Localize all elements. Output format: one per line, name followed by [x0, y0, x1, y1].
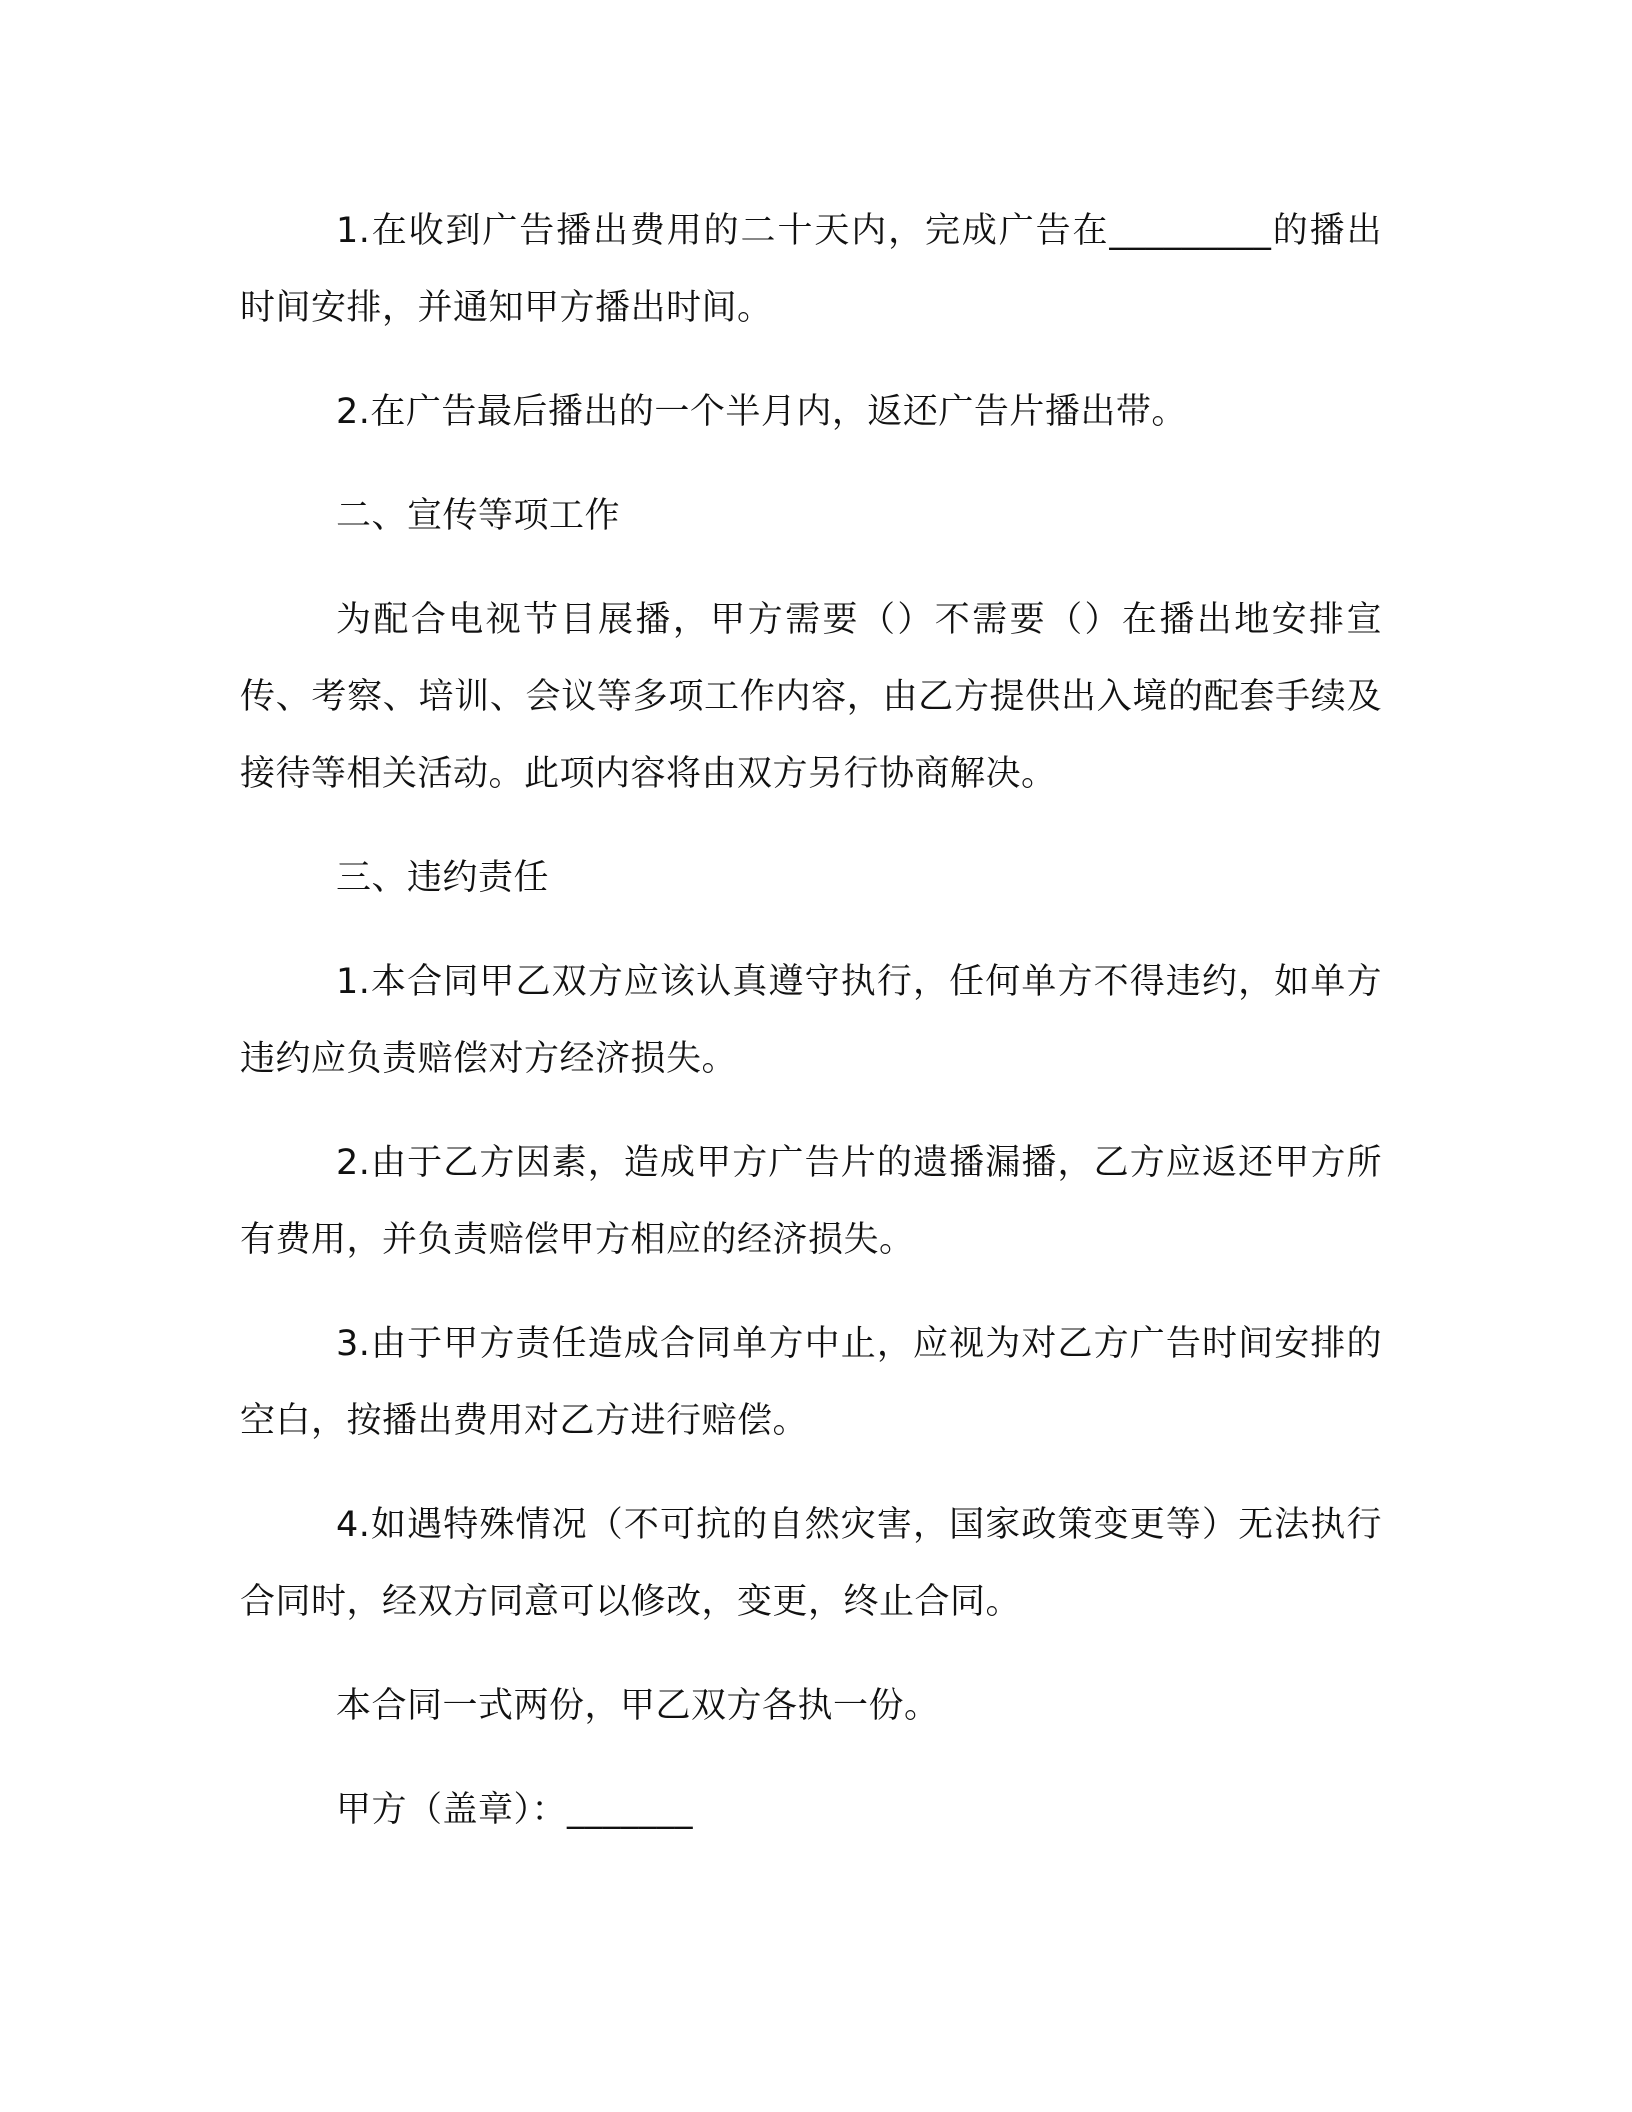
paragraph-liability-4: 4.如遇特殊情况（不可抗的自然灾害，国家政策变更等）无法执行合同时，经双方同意可以修改，变更，终止合同。	[240, 1505, 1382, 1622]
paragraph-liability-2: 2.由于乙方因素，造成甲方广告片的遗播漏播，乙方应返还甲方所有费用，并负责赔偿甲方相应的经济损失。	[240, 1143, 1382, 1260]
section-heading-liability: 三、违约责任	[336, 858, 550, 898]
paragraph-liability-3: 3.由于甲方责任造成合同单方中止，应视为对乙方广告时间安排的空白，按播出费用对乙方进行赔偿。	[240, 1324, 1382, 1441]
document-body	[240, 193, 1382, 1849]
signature-party-a: 甲方（盖章）：_______	[336, 1790, 694, 1830]
paragraph-publicity: 为配合电视节目展播，甲方需要（）不需要（）在播出地安排宣传、考察、培训、会议等多项工作内容，由乙方提供出入境的配套手续及接待等相关活动。此项内容将由双方另行协商解决。	[240, 600, 1382, 794]
paragraph-liability-1: 1.本合同甲乙双方应该认真遵守执行，任何单方不得违约，如单方违约应负责赔偿对方经济损失。	[240, 962, 1382, 1079]
paragraph-clause-2: 2.在广告最后播出的一个半月内，返还广告片播出带。	[336, 392, 1187, 432]
section-heading-publicity: 二、宣传等项工作	[336, 496, 621, 536]
paragraph-clause-1: 1.在收到广告播出费用的二十天内，完成广告在_________的播出时间安排，并通知甲方播出时间。	[240, 211, 1382, 328]
paragraph-copies: 本合同一式两份，甲乙双方各执一份。	[336, 1686, 940, 1726]
